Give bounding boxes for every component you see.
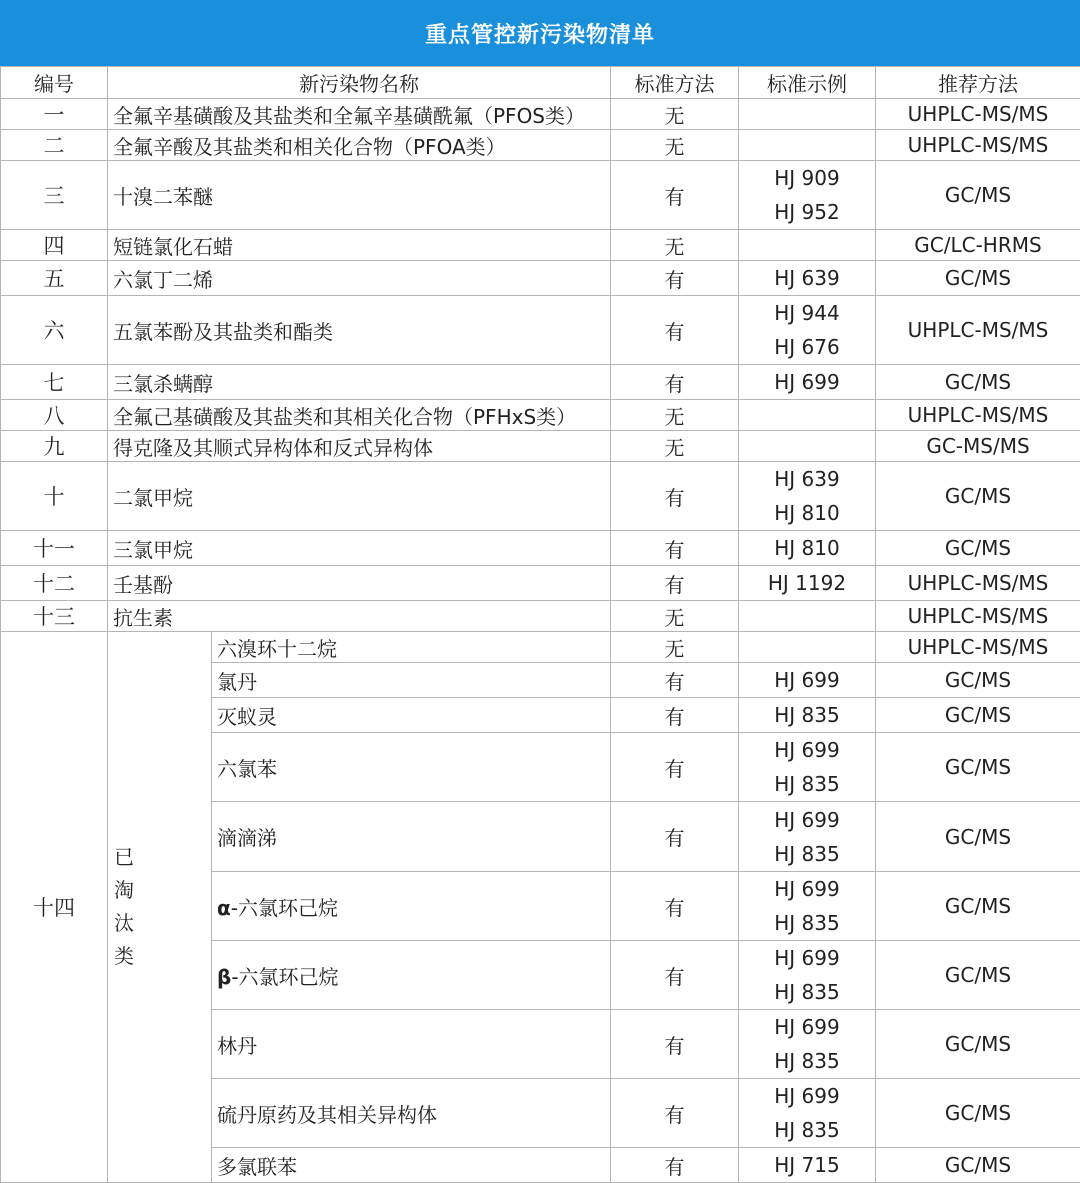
pollutant-name: [212, 1079, 611, 1148]
standard-example-cell: [739, 1010, 876, 1079]
standard-method: 有: [611, 161, 739, 230]
standard-method: 有: [611, 1079, 739, 1148]
category-char: 已: [114, 841, 211, 874]
standard-method: 有: [611, 1148, 739, 1183]
pollutant-name: [212, 1010, 611, 1079]
standard-example-cell: [739, 400, 876, 431]
standard-example-cell: [739, 230, 876, 261]
standard-example: HJ 835: [739, 767, 875, 801]
recommended-method: GC/MS: [876, 802, 1080, 872]
table-row: [1, 365, 1080, 400]
standard-example-cell: [739, 632, 876, 663]
pollutant-name: [212, 663, 611, 698]
standard-example: HJ 909: [739, 161, 875, 195]
recommended-method: GC/LC-HRMS: [876, 230, 1080, 261]
standard-method: 有: [611, 261, 739, 296]
standard-example: HJ 699: [739, 663, 875, 697]
recommended-method: GC/MS: [876, 261, 1080, 296]
standard-example: HJ 699: [739, 872, 875, 906]
standard-example: HJ 639: [739, 462, 875, 496]
standard-method: 无: [611, 601, 739, 632]
standard-example-cell: [739, 1148, 876, 1183]
standard-example: HJ 699: [739, 1010, 875, 1044]
table-row: [1, 261, 1080, 296]
recommended-method: UHPLC-MS/MS: [876, 296, 1080, 365]
standard-example-cell: [739, 261, 876, 296]
standard-method: 有: [611, 733, 739, 802]
standard-example: HJ 944: [739, 296, 875, 330]
pollutant-name: [212, 698, 611, 733]
standard-example-cell: [739, 462, 876, 531]
table-row: [1, 632, 1080, 663]
pollutant-name-text: 硫丹原药及其相关异构体: [217, 1103, 437, 1127]
standard-example: HJ 639: [739, 261, 875, 295]
recommended-method: GC/MS: [876, 161, 1080, 230]
standard-example-cell: [739, 1079, 876, 1148]
header-recommended-method: 推荐方法: [876, 67, 1080, 99]
recommended-method: GC/MS: [876, 1010, 1080, 1079]
pollutant-name-text: 滴滴涕: [217, 826, 277, 850]
pollutant-name: [212, 802, 611, 872]
standard-method: 有: [611, 365, 739, 400]
standard-method: 有: [611, 872, 739, 941]
pollutant-name: [212, 1148, 611, 1183]
standard-method: 无: [611, 130, 739, 161]
row-number: 十一: [1, 531, 108, 566]
header-name: 新污染物名称: [108, 67, 611, 99]
standard-method: 无: [611, 230, 739, 261]
table-row: [1, 531, 1080, 566]
pollutant-name: 全氟己基磺酸及其盐类和其相关化合物（PFHxS类）: [108, 400, 611, 431]
standard-example-cell: [739, 99, 876, 130]
pollutant-name: 全氟辛基磺酸及其盐类和全氟辛基磺酰氟（PFOS类）: [108, 99, 611, 130]
recommended-method: UHPLC-MS/MS: [876, 601, 1080, 632]
row-number: 十四: [1, 632, 108, 1183]
row-number: 一: [1, 99, 108, 130]
standard-example: HJ 699: [739, 803, 875, 837]
pollutant-name: [212, 872, 611, 941]
standard-example-cell: [739, 698, 876, 733]
recommended-method: UHPLC-MS/MS: [876, 632, 1080, 663]
recommended-method: GC-MS/MS: [876, 431, 1080, 462]
row-number: 五: [1, 261, 108, 296]
header-standard-example: 标准示例: [739, 67, 876, 99]
recommended-method: GC/MS: [876, 1148, 1080, 1183]
pollutant-name: [212, 733, 611, 802]
pollutant-name: 抗生素: [108, 601, 611, 632]
pollutant-name-text: 多氯联苯: [217, 1155, 297, 1179]
standard-method: 有: [611, 663, 739, 698]
standard-example-cell: [739, 130, 876, 161]
standard-method: 有: [611, 698, 739, 733]
standard-example: HJ 676: [739, 330, 875, 364]
standard-example: HJ 1192: [739, 566, 875, 600]
standard-method: 有: [611, 941, 739, 1010]
recommended-method: UHPLC-MS/MS: [876, 400, 1080, 431]
pollutant-name-text: 氯丹: [217, 670, 257, 694]
recommended-method: GC/MS: [876, 365, 1080, 400]
standard-method: 无: [611, 400, 739, 431]
standard-example: HJ 835: [739, 698, 875, 732]
standard-example: HJ 835: [739, 1113, 875, 1147]
standard-example-cell: [739, 872, 876, 941]
recommended-method: GC/MS: [876, 663, 1080, 698]
standard-example-cell: [739, 296, 876, 365]
row-number: 四: [1, 230, 108, 261]
row-number: 十三: [1, 601, 108, 632]
recommended-method: GC/MS: [876, 698, 1080, 733]
standard-example: HJ 835: [739, 837, 875, 871]
table-row: [1, 400, 1080, 431]
table-row: [1, 99, 1080, 130]
recommended-method: GC/MS: [876, 462, 1080, 531]
standard-method: 有: [611, 1010, 739, 1079]
standard-example: HJ 699: [739, 941, 875, 975]
standard-example: HJ 699: [739, 1079, 875, 1113]
recommended-method: GC/MS: [876, 941, 1080, 1010]
pollutant-name: 五氯苯酚及其盐类和酯类: [108, 296, 611, 365]
standard-example: HJ 715: [739, 1148, 875, 1182]
standard-example: HJ 810: [739, 531, 875, 565]
pollutant-name: 三氯甲烷: [108, 531, 611, 566]
table-row: [1, 566, 1080, 601]
row-number: 十: [1, 462, 108, 531]
recommended-method: UHPLC-MS/MS: [876, 130, 1080, 161]
pollutant-name: [212, 941, 611, 1010]
pollutant-name-text: 六氯苯: [217, 757, 277, 781]
recommended-method: UHPLC-MS/MS: [876, 99, 1080, 130]
standard-example-cell: [739, 941, 876, 1010]
standard-method: 无: [611, 431, 739, 462]
pollutant-name: 三氯杀螨醇: [108, 365, 611, 400]
standard-method: 无: [611, 632, 739, 663]
pollutant-name: 短链氯化石蜡: [108, 230, 611, 261]
pollutant-name-text: -六氯环己烷: [231, 965, 338, 989]
pollutant-name: 壬基酚: [108, 566, 611, 601]
row-number: 三: [1, 161, 108, 230]
pollutant-name-text: -六氯环己烷: [231, 896, 338, 920]
header-standard-method: 标准方法: [611, 67, 739, 99]
standard-example-cell: [739, 531, 876, 566]
greek-prefix: α: [217, 896, 231, 920]
pollutant-name-text: 灭蚁灵: [217, 705, 277, 729]
standard-method: 有: [611, 462, 739, 531]
recommended-method: GC/MS: [876, 531, 1080, 566]
standard-example-cell: [739, 365, 876, 400]
table-title: 重点管控新污染物清单: [0, 0, 1080, 66]
category-cell: [108, 632, 212, 1183]
standard-example-cell: [739, 161, 876, 230]
pollutant-name: [212, 632, 611, 663]
standard-example-cell: [739, 566, 876, 601]
pollutant-table: [0, 66, 1080, 1183]
recommended-method: GC/MS: [876, 872, 1080, 941]
header-number: 编号: [1, 67, 108, 99]
row-number: 二: [1, 130, 108, 161]
category-char: 类: [114, 940, 211, 973]
standard-example: HJ 810: [739, 496, 875, 530]
table-row: [1, 161, 1080, 230]
table-body: [1, 99, 1080, 1183]
table-row: [1, 296, 1080, 365]
standard-method: 有: [611, 566, 739, 601]
standard-example-cell: [739, 733, 876, 802]
standard-method: 有: [611, 296, 739, 365]
standard-example-cell: [739, 802, 876, 872]
pollutant-name: 二氯甲烷: [108, 462, 611, 531]
pollutant-name: 六氯丁二烯: [108, 261, 611, 296]
row-number: 九: [1, 431, 108, 462]
standard-method: 有: [611, 531, 739, 566]
table-row: [1, 130, 1080, 161]
table-row: [1, 230, 1080, 261]
row-number: 八: [1, 400, 108, 431]
row-number: 十二: [1, 566, 108, 601]
recommended-method: GC/MS: [876, 1079, 1080, 1148]
standard-example: HJ 835: [739, 906, 875, 940]
category-char: 淘: [114, 874, 211, 907]
pollutant-name: 十溴二苯醚: [108, 161, 611, 230]
standard-example-cell: [739, 431, 876, 462]
recommended-method: UHPLC-MS/MS: [876, 566, 1080, 601]
row-number: 七: [1, 365, 108, 400]
pollutant-name: 全氟辛酸及其盐类和相关化合物（PFOA类）: [108, 130, 611, 161]
recommended-method: GC/MS: [876, 733, 1080, 802]
standard-method: 有: [611, 802, 739, 872]
standard-example: HJ 699: [739, 365, 875, 399]
standard-method: 无: [611, 99, 739, 130]
standard-example: HJ 835: [739, 975, 875, 1009]
greek-prefix: β: [217, 965, 231, 989]
standard-example: HJ 835: [739, 1044, 875, 1078]
pollutant-name-text: 林丹: [217, 1034, 257, 1058]
table-row: [1, 431, 1080, 462]
table-row: [1, 462, 1080, 531]
standard-example-cell: [739, 601, 876, 632]
category-char: 汰: [114, 907, 211, 940]
table-row: [1, 601, 1080, 632]
standard-example: HJ 699: [739, 733, 875, 767]
header-row: [1, 67, 1080, 99]
row-number: 六: [1, 296, 108, 365]
pollutant-name: 得克隆及其顺式异构体和反式异构体: [108, 431, 611, 462]
standard-example-cell: [739, 663, 876, 698]
standard-example: HJ 952: [739, 195, 875, 229]
pollutant-name-text: 六溴环十二烷: [217, 637, 337, 661]
